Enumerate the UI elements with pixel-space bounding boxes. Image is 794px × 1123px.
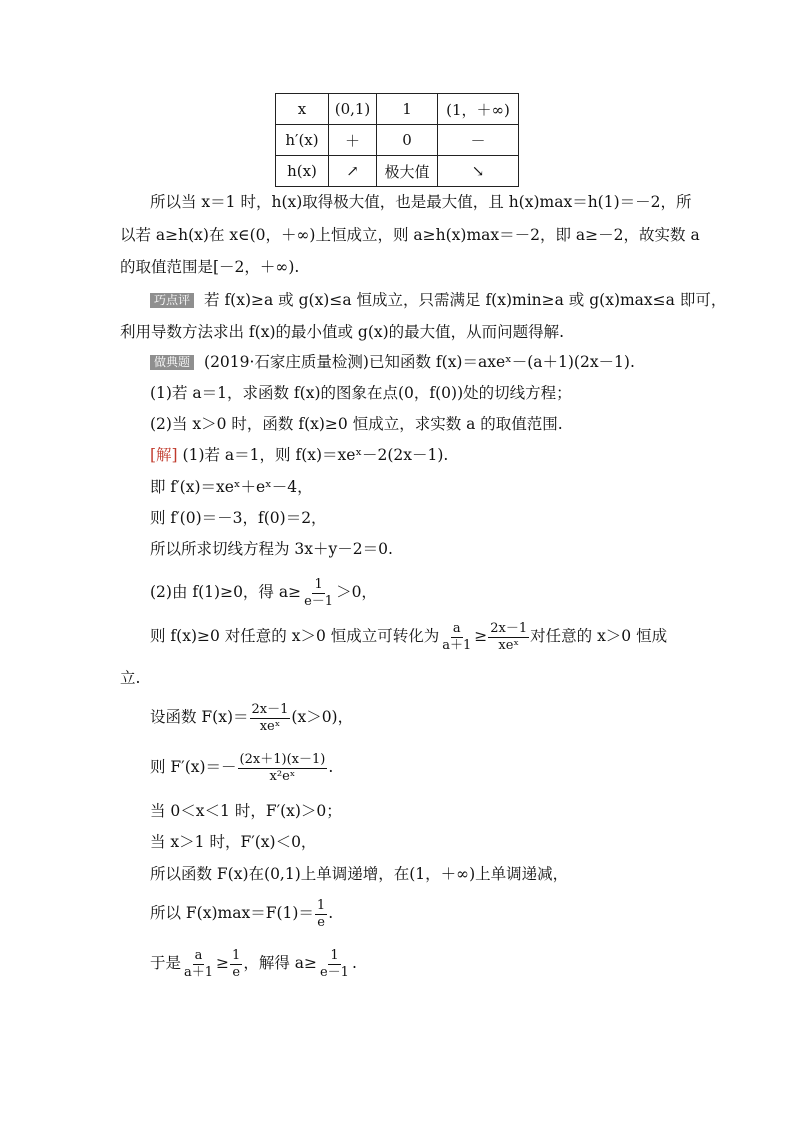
table-cell: h(x) (276, 156, 329, 187)
table-cell: (1，＋∞) (438, 94, 519, 125)
table-row (276, 94, 519, 125)
fraction-denominator: a＋1 (184, 964, 214, 980)
text-line: 立. (120, 669, 141, 687)
fraction-denominator: e－1 (304, 593, 334, 609)
comment-line (150, 290, 726, 310)
fraction-numerator: 1 (232, 947, 241, 963)
fraction-numerator: (2x＋1)(x－1) (239, 751, 326, 767)
fraction (250, 702, 291, 735)
fraction-numerator: 2x－1 (251, 701, 289, 717)
fraction-denominator: a＋1 (442, 637, 472, 653)
table-cell: ＋ (329, 125, 377, 156)
table-cell: ↘ (438, 156, 519, 187)
text-line: 所以当 x＝1 时，h(x)取得极大值，也是最大值，且 h(x)max＝h(1)＝－2，所 (150, 193, 692, 211)
table-cell: 极大值 (377, 156, 438, 187)
table-cell: ↗ (329, 156, 377, 187)
table-cell: 1 (377, 94, 438, 125)
table-cell: h′(x) (276, 125, 329, 156)
text-fragment: 则 f(x)≥0 对任意的 x＞0 恒成立可转化为 (150, 627, 440, 645)
fraction (302, 577, 335, 610)
text-line: 所以函数 F(x)在(0,1)上单调递增，在(1，＋∞)上单调递减， (150, 865, 569, 883)
dianti-badge: 做典题 (150, 355, 194, 370)
fraction-denominator: e (317, 914, 325, 930)
fraction-numerator: 1 (330, 947, 339, 963)
monotonicity-table (275, 93, 519, 187)
text-fragment: 设函数 F(x)＝ (150, 708, 249, 726)
fraction-numerator: a (194, 947, 203, 963)
fraction-numerator: a (452, 620, 461, 636)
text-fragment: 则 F′(x)＝－ (150, 758, 237, 776)
text-line: 若 f(x)≥a 或 g(x)≤a 恒成立，只需满足 f(x)min≥a 或 g(x)max≤a 即可， (204, 291, 727, 309)
text-fragment: 于是 (150, 954, 182, 972)
fraction-denominator: xeˣ (259, 718, 281, 734)
fraction-numerator: 1 (316, 897, 326, 913)
text-line: (2)当 x＞0 时，函数 f(x)≥0 恒成立，求实数 a 的取值范围. (150, 415, 563, 433)
math-line (150, 575, 377, 610)
math-line (150, 896, 333, 931)
fraction-denominator: e－1 (319, 964, 349, 980)
fraction-denominator: e (232, 964, 241, 980)
fraction-denominator: xeˣ (498, 637, 519, 653)
text-line: 即 f′(x)＝xeˣ＋eˣ－4， (150, 478, 313, 496)
fraction (182, 948, 215, 981)
text-fragment: 所以 F(x)max＝F(1)＝ (150, 904, 314, 922)
fraction (318, 948, 351, 981)
problem-line (150, 352, 635, 372)
solution-label: [解] (150, 446, 178, 464)
text-fragment: . (328, 758, 334, 776)
table-row (276, 125, 519, 156)
text-line: (2019·石家庄质量检测)已知函数 f(x)＝axeˣ－(a＋1)(2x－1). (204, 353, 635, 371)
math-line (150, 700, 353, 735)
math-line (150, 619, 667, 654)
text-line: 所以所求切线方程为 3x＋y－2＝0. (150, 540, 393, 558)
table-cell: － (438, 125, 519, 156)
text-line: 当 x＞1 时，F′(x)＜0， (150, 833, 317, 851)
text-fragment: (2)由 f(1)≥0，得 a≥ (150, 583, 302, 601)
text-fragment: . (328, 904, 334, 922)
table-cell: 0 (377, 125, 438, 156)
math-line (150, 750, 333, 785)
text-fragment: ，解得 a≥ (243, 954, 317, 972)
text-line: 则 f′(0)＝－3，f(0)＝2， (150, 509, 327, 527)
text-line: 的取值范围是[－2，＋∞). (120, 258, 300, 276)
text-line: 以若 a≥h(x)在 x∈(0，＋∞)上恒成立，则 a≥h(x)max＝－2，即 a≥－2，故实数 a (120, 226, 700, 244)
solution-line (150, 445, 448, 465)
table-cell: x (276, 94, 329, 125)
text-fragment: ≥ (474, 627, 488, 645)
text-line: 利用导数方法求出 f(x)的最小值或 g(x)的最大值，从而问题得解. (120, 323, 565, 341)
fraction (238, 752, 328, 785)
text-fragment: 对任意的 x＞0 恒成 (530, 627, 668, 645)
fraction (315, 898, 327, 931)
fraction (230, 948, 242, 981)
text-fragment: (x＞0)， (291, 708, 354, 726)
text-line: (1)若 a＝1，则 f(x)＝xeˣ－2(2x－1). (182, 446, 449, 464)
dianping-badge: 巧点评 (150, 293, 194, 308)
fraction-denominator: x²eˣ (269, 768, 296, 784)
text-line: 当 0＜x＜1 时，F′(x)＞0； (150, 802, 342, 820)
table-cell: (0,1) (329, 94, 377, 125)
math-line (150, 946, 357, 981)
text-line: (1)若 a＝1，求函数 f(x)的图象在点(0，f(0))处的切线方程； (150, 384, 572, 402)
text-fragment: ≥ (216, 954, 230, 972)
table-row (276, 156, 519, 187)
text-fragment: . (351, 954, 357, 972)
fraction-numerator: 1 (314, 576, 323, 592)
fraction (488, 621, 529, 654)
text-fragment: ＞0， (336, 583, 377, 601)
fraction-numerator: 2x－1 (490, 620, 528, 636)
fraction (440, 621, 473, 654)
